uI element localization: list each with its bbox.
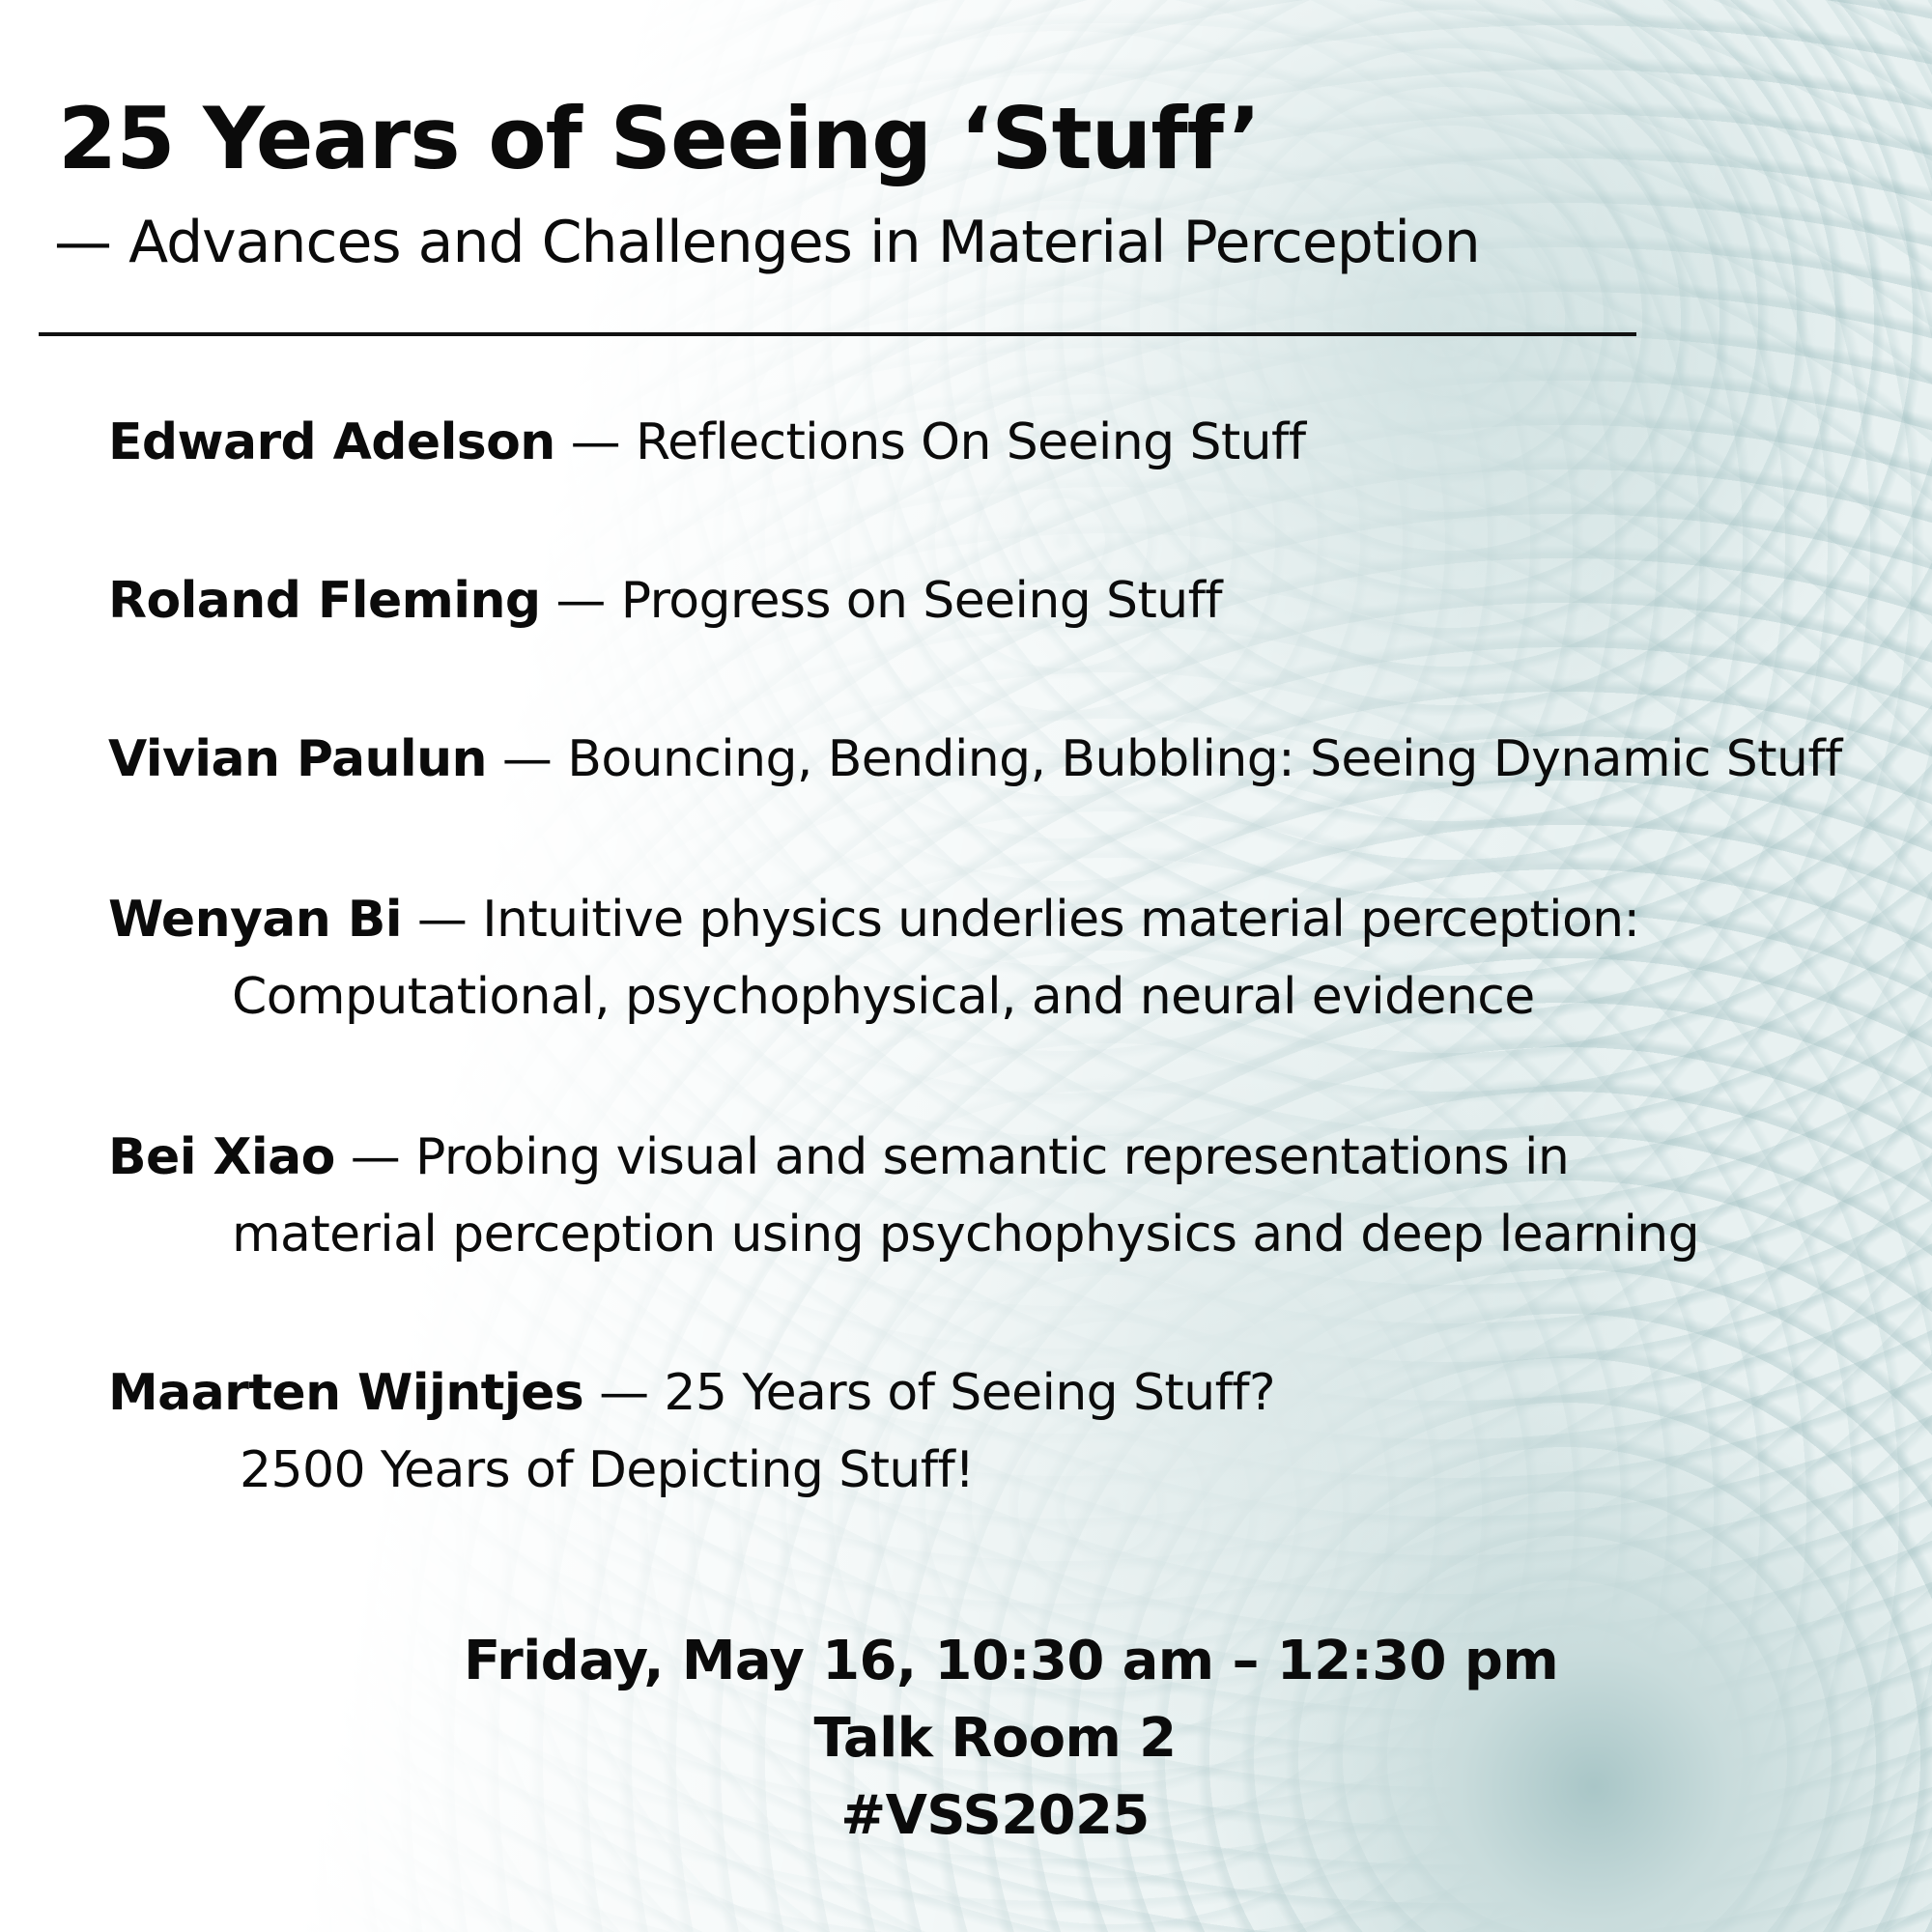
talk-separator: — <box>334 1128 416 1186</box>
event-details <box>464 1623 1559 1855</box>
talk-item-wijntjes <box>108 1354 1275 1509</box>
speaker-name: Vivian Paulun <box>108 730 487 788</box>
page-subtitle: — Advances and Challenges in Material Perception <box>54 209 1480 276</box>
talk-title: 25 Years of Seeing Stuff? <box>664 1364 1275 1422</box>
speaker-name: Bei Xiao <box>108 1128 335 1186</box>
talk-title: Probing visual and semantic representations in <box>415 1128 1570 1186</box>
talk-separator: — <box>583 1364 665 1422</box>
title-divider <box>39 332 1636 336</box>
event-hashtag: #VSS2025 <box>840 1784 1150 1847</box>
talk-item-fleming <box>108 562 1222 639</box>
talk-item-bi <box>108 881 1639 1036</box>
talk-title-continued: 2500 Years of Depicting Stuff! <box>240 1441 975 1499</box>
speaker-name: Edward Adelson <box>108 413 555 471</box>
talk-separator: — <box>554 413 636 471</box>
page-title: 25 Years of Seeing ‘Stuff’ <box>58 89 1261 188</box>
talk-separator: — <box>401 891 483 949</box>
talk-title: Progress on Seeing Stuff <box>620 572 1223 630</box>
speaker-name: Wenyan Bi <box>108 891 402 949</box>
speaker-name: Roland Fleming <box>108 572 541 630</box>
talk-title: Bouncing, Bending, Bubbling: Seeing Dynamic Stuff <box>567 730 1842 788</box>
talk-separator: — <box>486 730 568 788</box>
talk-title: Reflections On Seeing Stuff <box>635 413 1306 471</box>
talk-item-xiao <box>108 1119 1699 1273</box>
talk-item-adelson <box>108 404 1305 481</box>
talk-title-continued: Computational, psychophysical, and neural evidence <box>232 968 1535 1026</box>
talk-separator: — <box>540 572 621 630</box>
speaker-name: Maarten Wijntjes <box>108 1364 584 1422</box>
event-datetime: Friday, May 16, 10:30 am – 12:30 pm <box>464 1630 1559 1692</box>
talk-title-continued: material perception using psychophysics and deep learning <box>232 1206 1700 1264</box>
event-room: Talk Room 2 <box>813 1707 1177 1770</box>
talk-title: Intuitive physics underlies material perception: <box>482 891 1640 949</box>
talk-item-paulun <box>108 721 1842 798</box>
